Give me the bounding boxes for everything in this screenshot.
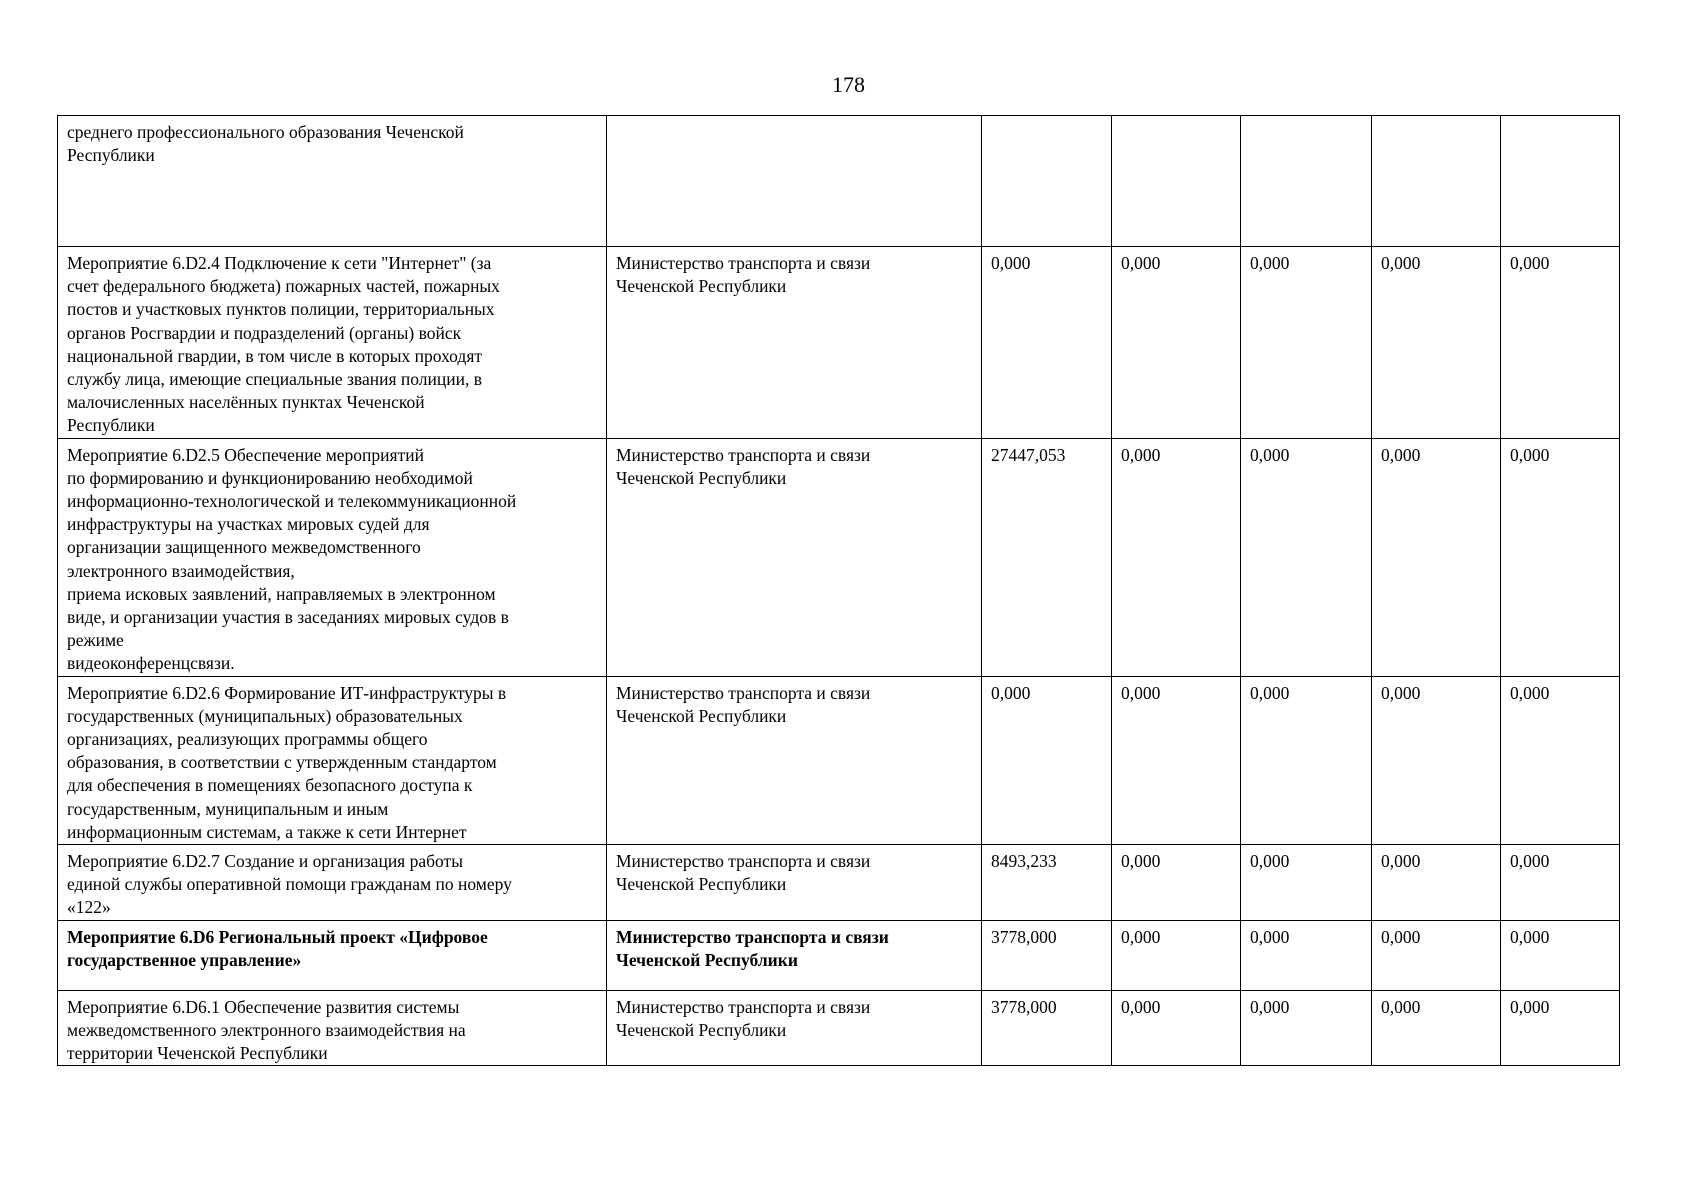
value-cell-3: 0,000 [1241, 845, 1372, 921]
value-cell-2: 0,000 [1112, 990, 1241, 1066]
executor-cell: Министерство транспорта и связи Чеченской Республики [607, 676, 982, 844]
value-cell-3: 0,000 [1241, 990, 1372, 1066]
executor-cell: Министерство транспорта и связи Чеченской Республики [607, 920, 982, 990]
measure-name-cell: Мероприятие 6.D2.6 Формирование ИТ-инфраструктуры в государственных (муниципальных) образовательных организациях, реализующих программы общего образования, в соответствии с утвержденным стандартом для обеспечения в помещениях безопасного доступа к государственным, муниципальным и иным информационным системам, а также к сети Интернет [58, 676, 607, 844]
table-row [58, 990, 1620, 1066]
value-cell-3: 0,000 [1241, 247, 1372, 439]
table-row [58, 438, 1620, 676]
table-row [58, 247, 1620, 439]
value-cell-1: 27447,053 [982, 438, 1112, 676]
value-cell-1: 0,000 [982, 676, 1112, 844]
executor-cell [607, 116, 982, 247]
value-cell-5: 0,000 [1501, 676, 1620, 844]
measure-name-cell: Мероприятие 6.D6 Региональный проект «Цифровое государственное управление» [58, 920, 607, 990]
table-row [58, 676, 1620, 844]
value-cell-4 [1372, 116, 1501, 247]
value-cell-5 [1501, 116, 1620, 247]
value-cell-2: 0,000 [1112, 676, 1241, 844]
value-cell-3 [1241, 116, 1372, 247]
value-cell-4: 0,000 [1372, 676, 1501, 844]
executor-cell: Министерство транспорта и связи Чеченской Республики [607, 845, 982, 921]
value-cell-5: 0,000 [1501, 920, 1620, 990]
table-row [58, 920, 1620, 990]
measure-name-cell: Мероприятие 6.D2.5 Обеспечение мероприятий по формированию и функционированию необходимой информационно-технологической и телекоммуникационной инфраструктуры на участках мировых судей для организации защищенного межведомственного электронного взаимодействия, приема исковых заявлений, направляемых в электронном виде, и организации участия в заседаниях мировых судов в режиме видеоконференцсвязи. [58, 438, 607, 676]
value-cell-2: 0,000 [1112, 845, 1241, 921]
value-cell-2: 0,000 [1112, 920, 1241, 990]
value-cell-2 [1112, 116, 1241, 247]
value-cell-3: 0,000 [1241, 676, 1372, 844]
value-cell-4: 0,000 [1372, 990, 1501, 1066]
executor-cell: Министерство транспорта и связи Чеченской Республики [607, 438, 982, 676]
value-cell-3: 0,000 [1241, 438, 1372, 676]
measure-name-cell: Мероприятие 6.D6.1 Обеспечение развития системы межведомственного электронного взаимодействия на территории Чеченской Республики [58, 990, 607, 1066]
value-cell-4: 0,000 [1372, 920, 1501, 990]
value-cell-2: 0,000 [1112, 438, 1241, 676]
value-cell-5: 0,000 [1501, 247, 1620, 439]
value-cell-4: 0,000 [1372, 247, 1501, 439]
page-number: 178 [832, 72, 865, 97]
executor-cell: Министерство транспорта и связи Чеченской Республики [607, 990, 982, 1066]
value-cell-1: 3778,000 [982, 920, 1112, 990]
value-cell-4: 0,000 [1372, 438, 1501, 676]
program-measures-table [57, 115, 1620, 1066]
value-cell-1: 0,000 [982, 247, 1112, 439]
value-cell-3: 0,000 [1241, 920, 1372, 990]
value-cell-4: 0,000 [1372, 845, 1501, 921]
value-cell-2: 0,000 [1112, 247, 1241, 439]
measure-name-cell: Мероприятие 6.D2.7 Создание и организация работы единой службы оперативной помощи гражданам по номеру «122» [58, 845, 607, 921]
value-cell-5: 0,000 [1501, 438, 1620, 676]
value-cell-1: 3778,000 [982, 990, 1112, 1066]
value-cell-5: 0,000 [1501, 990, 1620, 1066]
value-cell-5: 0,000 [1501, 845, 1620, 921]
measure-name-cell: среднего профессионального образования Чеченской Республики [58, 116, 607, 247]
table-row [58, 845, 1620, 921]
value-cell-1 [982, 116, 1112, 247]
table-row [58, 116, 1620, 247]
executor-cell: Министерство транспорта и связи Чеченской Республики [607, 247, 982, 439]
value-cell-1: 8493,233 [982, 845, 1112, 921]
measure-name-cell: Мероприятие 6.D2.4 Подключение к сети "Интернет" (за счет федерального бюджета) пожарных частей, пожарных постов и участковых пунктов полиции, территориальных органов Росгвардии и подразделений (органы) войск национальной гвардии, в том числе в которых проходят службу лица, имеющие специальные звания полиции, в малочисленных населённых пунктах Чеченской Республики [58, 247, 607, 439]
